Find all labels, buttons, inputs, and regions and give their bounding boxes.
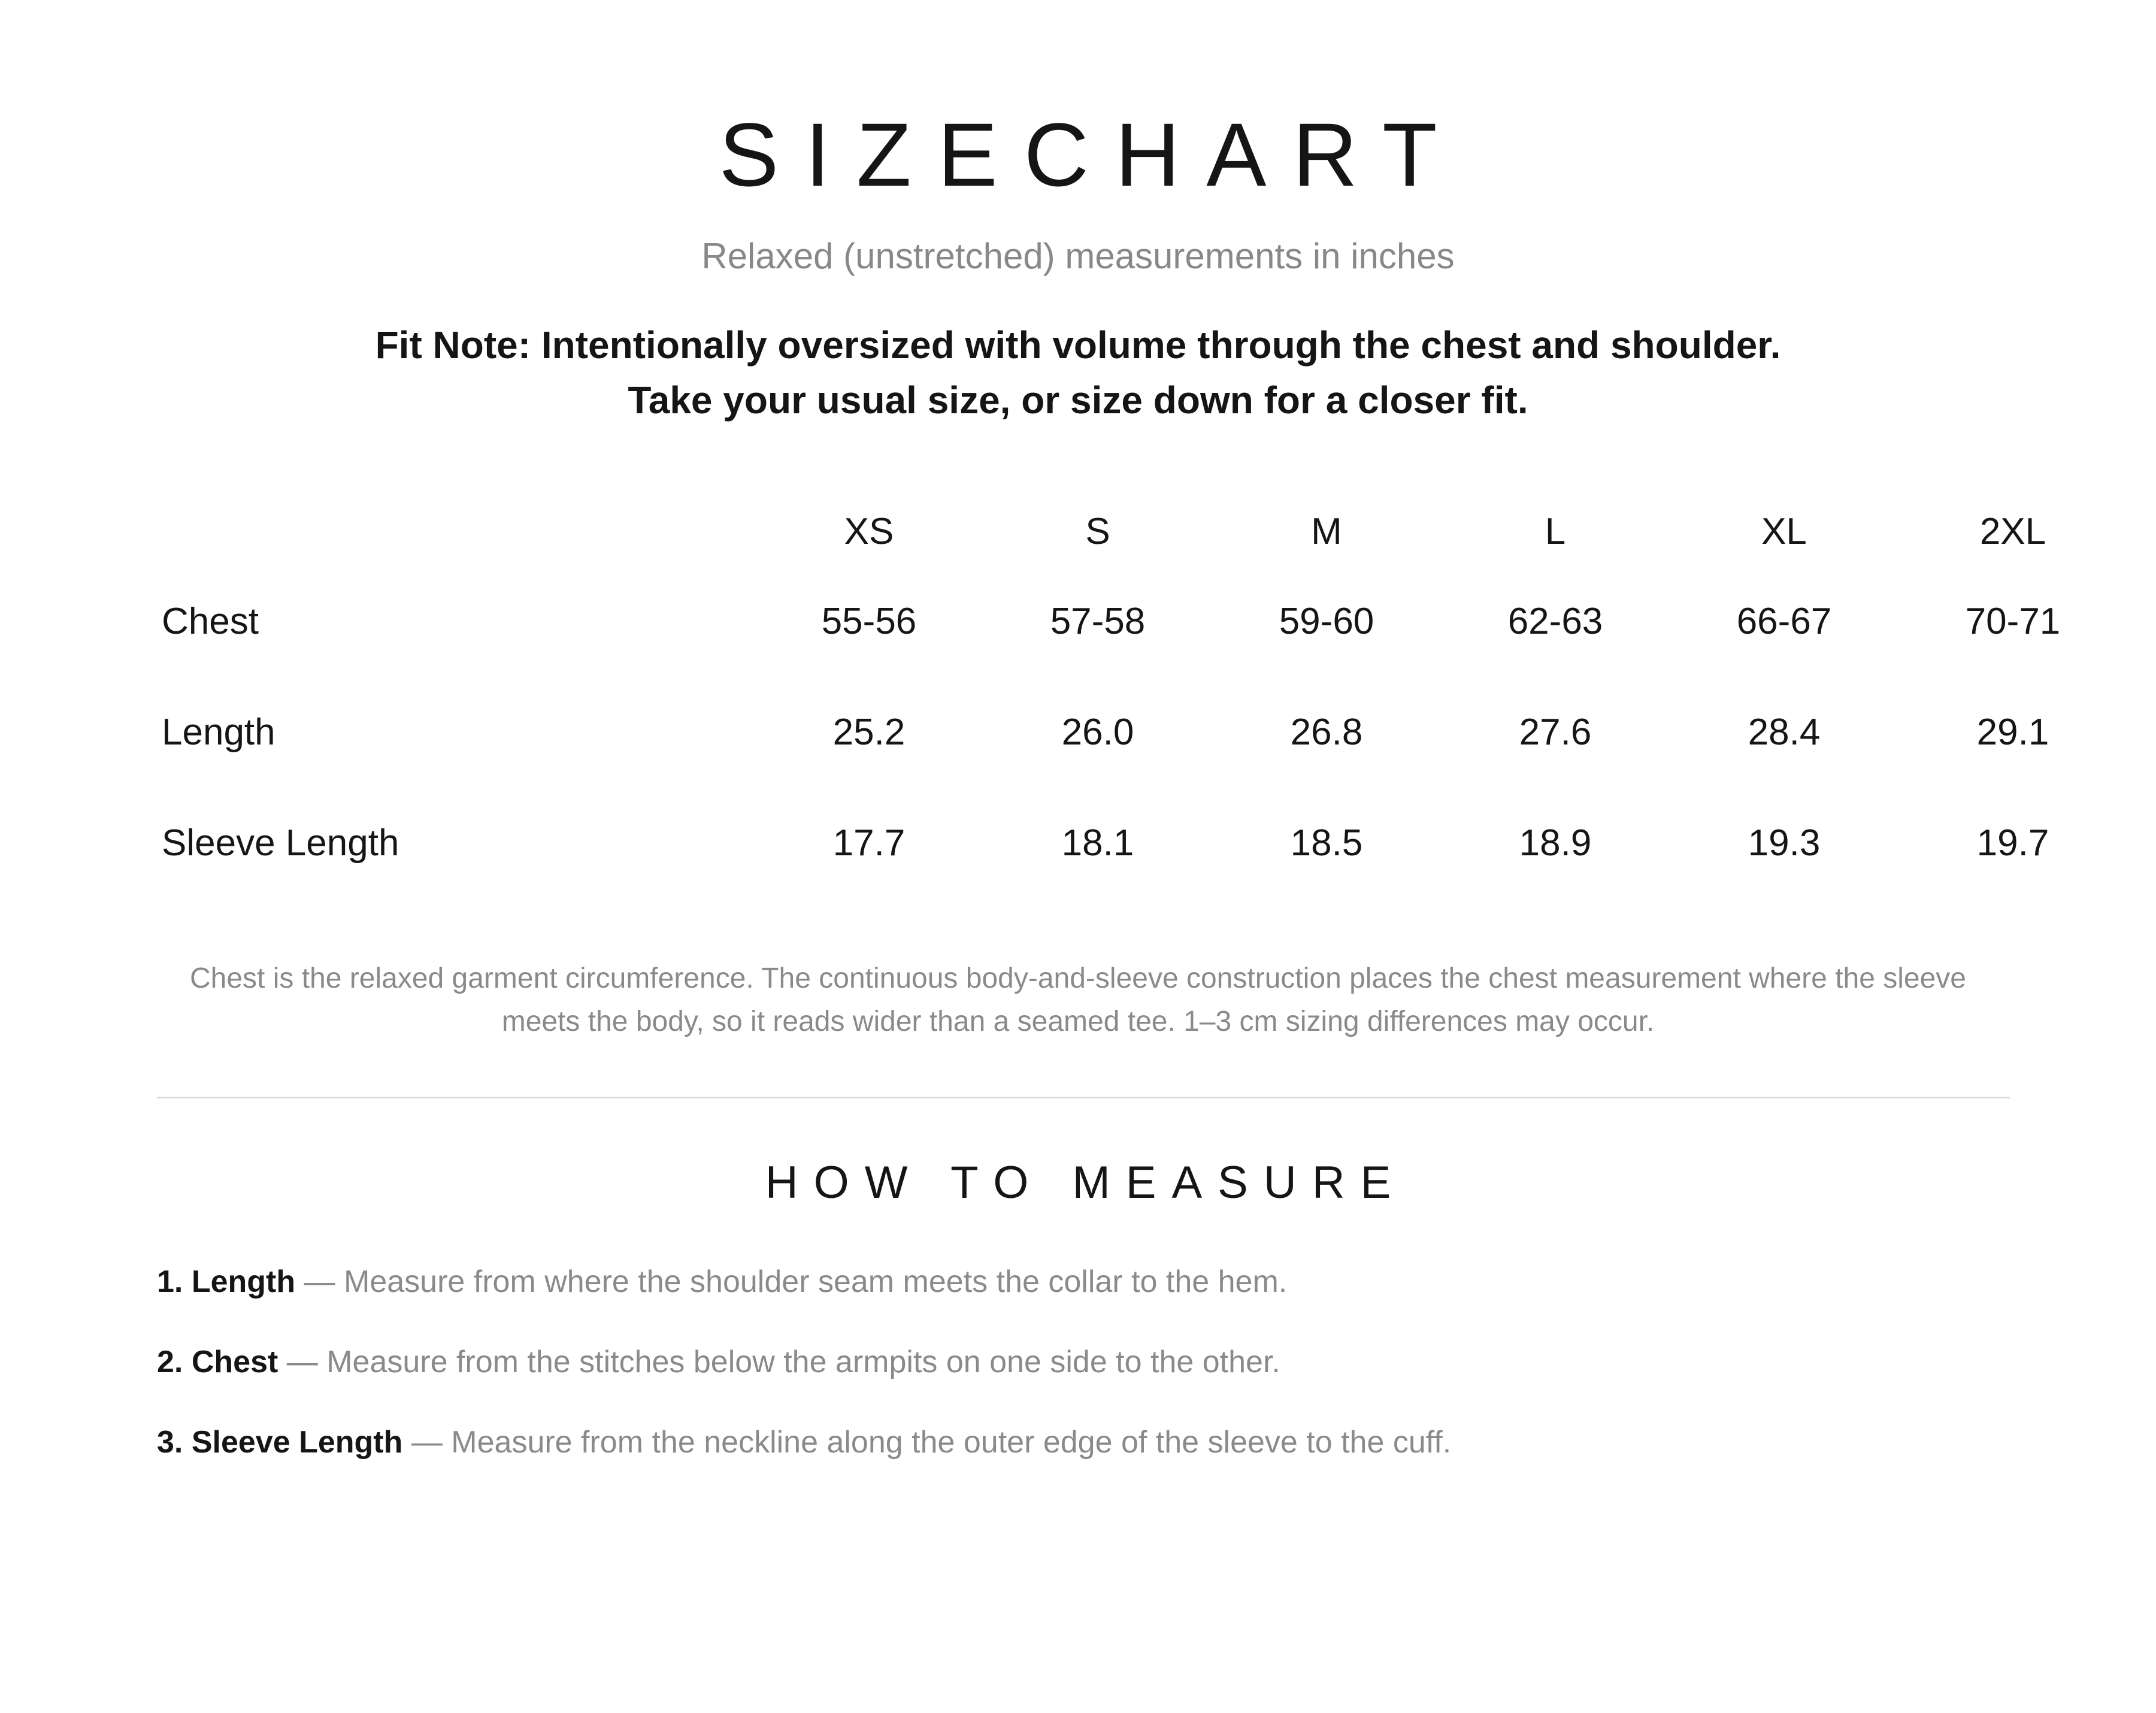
how-to-measure-title: HOW TO MEASURE <box>765 1157 1407 1208</box>
table-cell: 55-56 <box>821 601 917 642</box>
step-number: 3. <box>157 1425 183 1460</box>
table-cell: 62-63 <box>1507 601 1603 642</box>
table-cell: 29.1 <box>1976 712 2049 753</box>
table-cell: 18.5 <box>1290 822 1363 864</box>
size-table <box>156 497 2127 898</box>
size-header-s: S <box>1085 511 1110 552</box>
table-row-chest <box>156 566 2127 677</box>
row-label-chest: Chest <box>162 601 259 642</box>
section-divider <box>157 1097 2010 1098</box>
step-name: Length <box>191 1264 296 1299</box>
size-header-xs: XS <box>844 511 894 552</box>
row-label-sleeve-length: Sleeve Length <box>162 822 399 864</box>
page-subtitle: Relaxed (unstretched) measurements in inches <box>701 236 1455 276</box>
page-title: SIZECHART <box>719 104 1464 205</box>
size-header-xl: XL <box>1761 511 1807 552</box>
size-header-2xl: 2XL <box>1979 511 2046 552</box>
table-cell: 18.1 <box>1061 822 1134 864</box>
step-description: — Measure from where the shoulder seam meets the collar to the hem. <box>295 1264 1288 1299</box>
table-cell: 28.4 <box>1748 712 1821 753</box>
size-header-m: M <box>1311 511 1342 552</box>
table-cell: 17.7 <box>832 822 906 864</box>
step-name: Sleeve Length <box>191 1425 403 1460</box>
table-row-length <box>156 677 2127 788</box>
table-cell: 25.2 <box>832 712 906 753</box>
table-cell: 18.9 <box>1519 822 1592 864</box>
size-header-empty <box>156 497 755 566</box>
list-item <box>157 1252 2013 1332</box>
table-cell: 19.7 <box>1976 822 2049 864</box>
list-item <box>157 1332 2013 1412</box>
table-cell: 70-71 <box>1965 601 2061 642</box>
table-cell: 59-60 <box>1279 601 1374 642</box>
list-item <box>157 1412 2013 1493</box>
step-description: — Measure from the stitches below the armpits on one side to the other. <box>278 1345 1280 1379</box>
how-to-measure-list <box>157 1252 2013 1493</box>
table-cell: 66-67 <box>1736 601 1832 642</box>
step-description: — Measure from the neckline along the outer edge of the sleeve to the cuff. <box>402 1425 1452 1460</box>
table-cell: 26.0 <box>1061 712 1134 753</box>
measurement-note: Chest is the relaxed garment circumference. The continuous body-and-sleeve construction places the chest measurement where the sleeve meets the body, so it reads wider than a seamed tee. 1–3 cm sizing differences may occur. <box>189 963 1966 1037</box>
table-row-sleeve-length <box>156 788 2127 898</box>
row-label-length: Length <box>162 712 275 753</box>
step-number: 2. <box>157 1345 183 1379</box>
table-cell: 26.8 <box>1290 712 1363 753</box>
step-name: Chest <box>191 1345 278 1379</box>
fit-note-line-1: Fit Note: Intentionally oversized with volume through the chest and shoulder. <box>375 323 1781 367</box>
step-number: 1. <box>157 1264 183 1299</box>
size-header-l: L <box>1545 511 1566 552</box>
table-cell: 57-58 <box>1050 601 1146 642</box>
size-header-row <box>156 497 2127 566</box>
fit-note-line-2: Take your usual size, or size down for a closer fit. <box>628 379 1528 422</box>
fit-note <box>0 317 2156 428</box>
table-cell: 27.6 <box>1519 712 1592 753</box>
table-cell: 19.3 <box>1748 822 1821 864</box>
